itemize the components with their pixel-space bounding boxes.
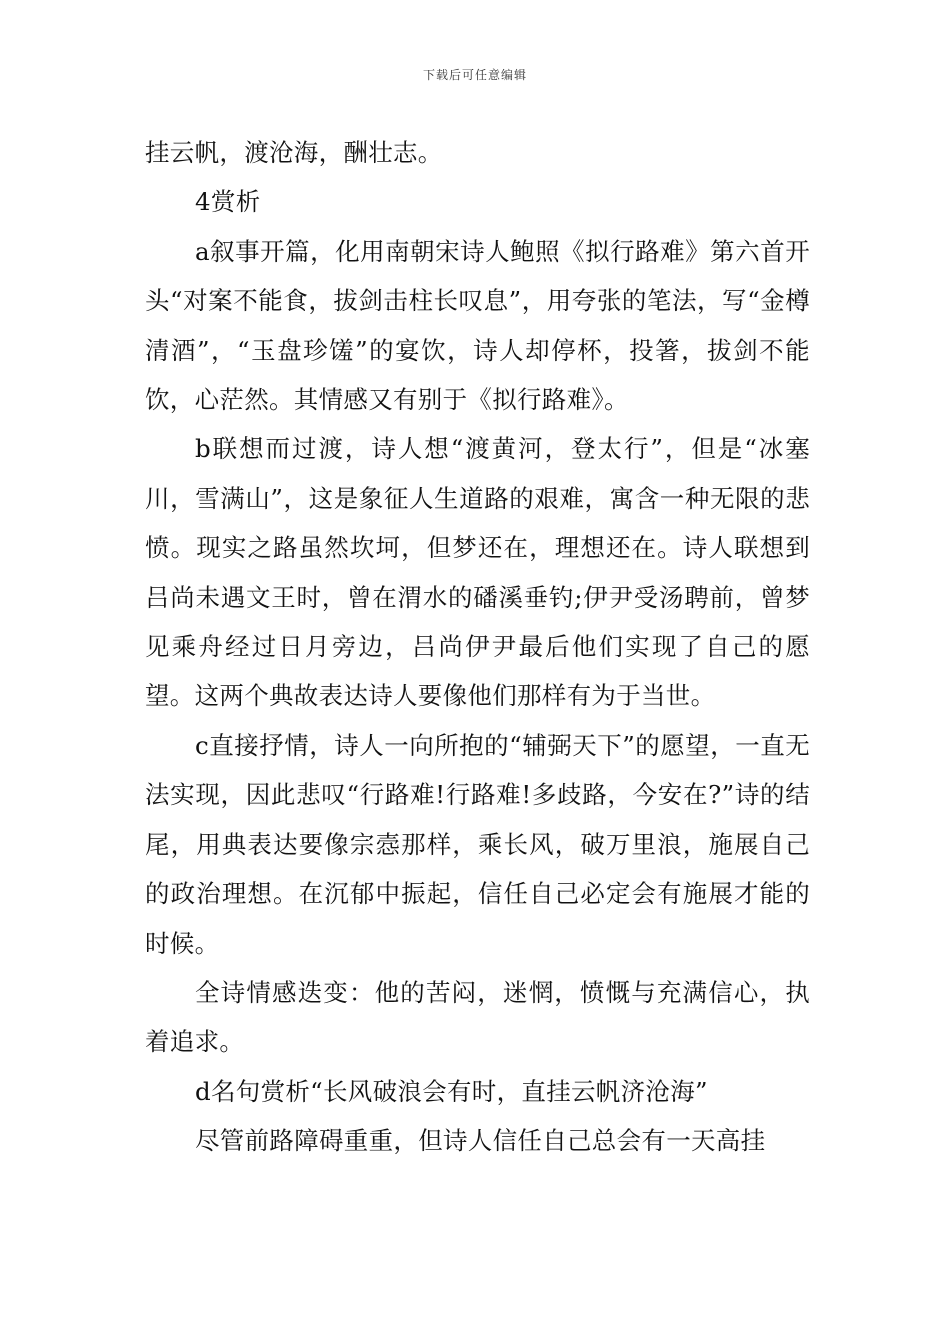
paragraph-d-heading: d名句赏析“长风破浪会有时，直挂云帆济沧海”: [195, 1076, 708, 1106]
paragraph-c: c直接抒情，诗人一向所抱的“辅弼天下”的愿望，一直无法实现，因此悲叹“行路难!行路难!多歧路，今安在?”诗的结尾，用典表达要像宗悫那样，乘长风，破万里浪，施展自己的政治理想。在沉郁中振起，信任自己必定会有施展才能的时候。: [145, 730, 810, 958]
paragraph-summary: 全诗情感迭变：他的苦闷，迷惘，愤慨与充满信心，执着追求。: [145, 977, 810, 1057]
document-body: [145, 128, 810, 1166]
page-header: 下载后可任意编辑: [422, 68, 527, 82]
paragraph-d-body: 尽管前路障碍重重，但诗人信任自己总会有一天高挂: [195, 1126, 766, 1156]
paragraph-b: b联想而过渡，诗人想“渡黄河，登太行”，但是“冰塞川，雪满山”，这是象征人生道路的艰难，寓含一种无限的悲愤。现实之路虽然坎坷，但梦还在，理想还在。诗人联想到吕尚未遇文王时，曾在渭水的磻溪垂钓;伊尹受汤聘前，曾梦见乘舟经过日月旁边，吕尚伊尹最后他们实现了自己的愿望。这两个典故表达诗人要像他们那样有为于当世。: [145, 434, 810, 711]
paragraph-a: a叙事开篇，化用南朝宋诗人鲍照《拟行路难》第六首开头“对案不能食，拔剑击柱长叹息”，用夸张的笔法，写“金樽清酒”，“玉盘珍馐”的宴饮，诗人却停杯，投箸，拔剑不能饮，心茫然。其情感又有别于《拟行路难》。: [145, 236, 810, 415]
paragraph-continuation: 挂云帆，渡沧海，酬壮志。: [145, 138, 443, 167]
section-heading-appreciation: 4赏析: [195, 187, 261, 217]
